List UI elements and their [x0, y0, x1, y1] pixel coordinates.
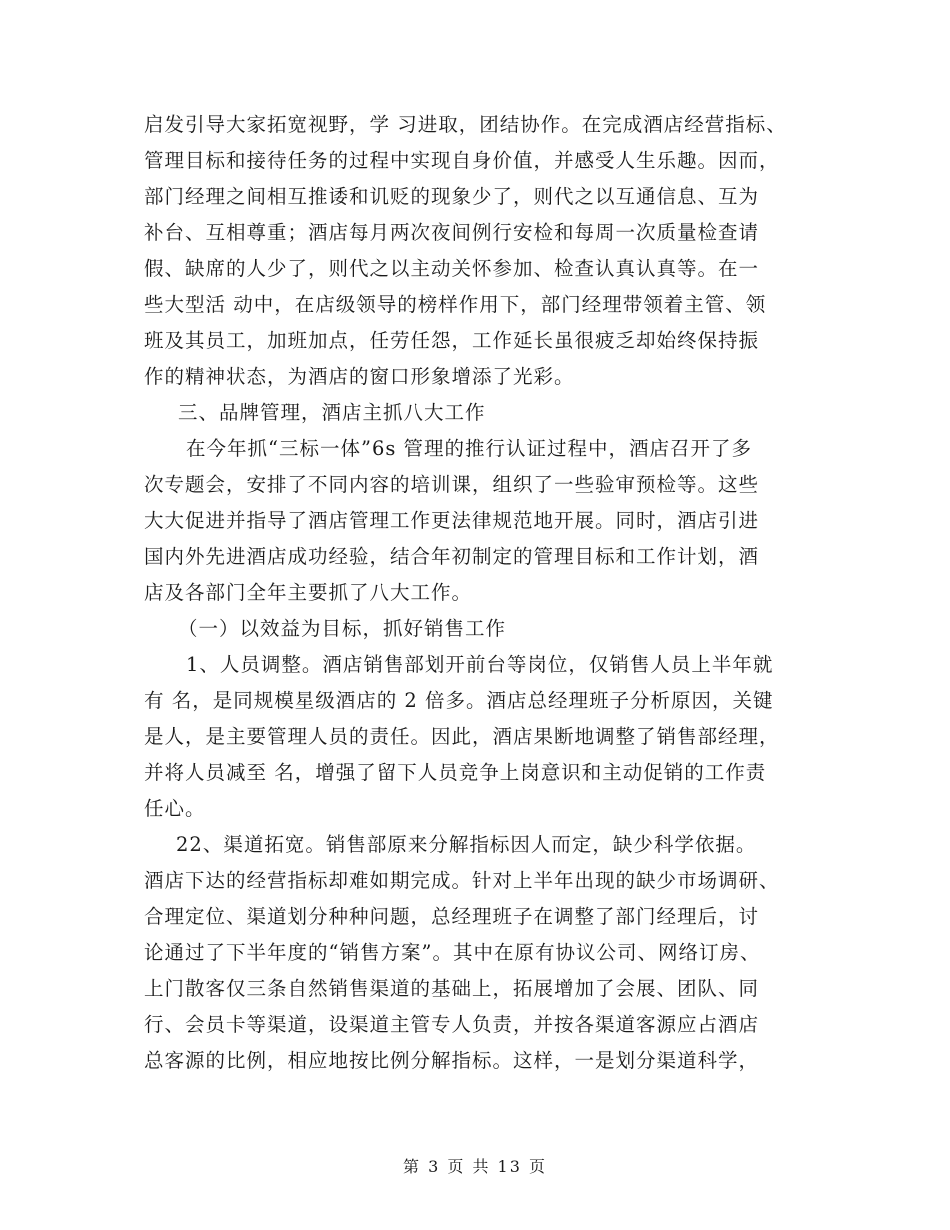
paragraph-line: 作的精神状态，为酒店的窗口形象增添了光彩。	[144, 365, 575, 388]
section-heading: 三、品牌管理，酒店主抓八大工作	[178, 401, 486, 424]
paragraph-line: 部门经理之间相互推诿和讥贬的现象少了，则代之以互通信息、互为	[144, 185, 760, 208]
paragraph-line: 酒店下达的经营指标却难如期完成。针对上半年出现的缺少市场调研、	[144, 869, 780, 892]
paragraph-line: 是人，是主要管理人员的责任。因此，酒店果断地调整了销售部经理，	[144, 725, 780, 748]
paragraph-line: 大大促进并指导了酒店管理工作更法律规范地开展。同时，酒店引进	[144, 509, 760, 532]
paragraph-line: 总客源的比例，相应地按比例分解指标。这样，一是划分渠道科学，	[144, 1049, 760, 1072]
paragraph-line: 补台、互相尊重；酒店每月两次夜间例行安检和每周一次质量检查请	[144, 221, 760, 244]
paragraph-line: 任心。	[144, 797, 206, 820]
paragraph-line: 并将人员减至 名，增强了留下人员竞争上岗意识和主动促销的工作责	[144, 761, 767, 784]
paragraph-line: 行、会员卡等渠道，设渠道主管专人负责，并按各渠道客源应占酒店	[144, 1013, 760, 1036]
paragraph-line: 启发引导大家拓宽视野，学 习进取，团结协作。在完成酒店经营指标、	[144, 113, 787, 136]
paragraph-line: 管理目标和接待任务的过程中实现自身价值，并感受人生乐趣。因而，	[144, 149, 780, 172]
paragraph-line: 在今年抓“三标一体”6s 管理的推行认证过程中，酒店召开了多	[186, 437, 753, 460]
paragraph-line: 上门散客仅三条自然销售渠道的基础上，拓展增加了会展、团队、同	[144, 977, 760, 1000]
paragraph-line: 论通过了下半年度的“销售方案”。其中在原有协议公司、网络订房、	[144, 941, 761, 964]
paragraph-line: 22、渠道拓宽。销售部原来分解指标因人而定，缺少科学依据。	[176, 833, 757, 856]
paragraph-line: 国内外先进酒店成功经验，结合年初制定的管理目标和工作计划，酒	[144, 545, 760, 568]
paragraph-line: 假、缺席的人少了，则代之以主动关怀参加、检查认真认真等。在一	[144, 257, 760, 280]
paragraph-line: 有 名，是同规模星级酒店的 2 倍多。酒店总经理班子分析原因，关键	[144, 689, 774, 712]
page-footer: 第 3 页 共 13 页	[403, 1157, 547, 1176]
paragraph-line: 店及各部门全年主要抓了八大工作。	[144, 581, 473, 604]
paragraph-line: 1、人员调整。酒店销售部划开前台等岗位，仅销售人员上半年就	[186, 653, 774, 676]
paragraph-line: 些大型活 动中，在店级领导的榜样作用下，部门经理带领着主管、领	[144, 293, 767, 316]
paragraph-line: 合理定位、渠道划分种种问题，总经理班子在调整了部门经理后，讨	[144, 905, 760, 928]
paragraph-line: 次专题会，安排了不同内容的培训课，组织了一些验审预检等。这些	[144, 473, 760, 496]
subsection-heading: （一）以效益为目标，抓好销售工作	[178, 617, 507, 640]
paragraph-line: 班及其员工，加班加点，任劳任怨，工作延长虽很疲乏却始终保持振	[144, 329, 760, 352]
